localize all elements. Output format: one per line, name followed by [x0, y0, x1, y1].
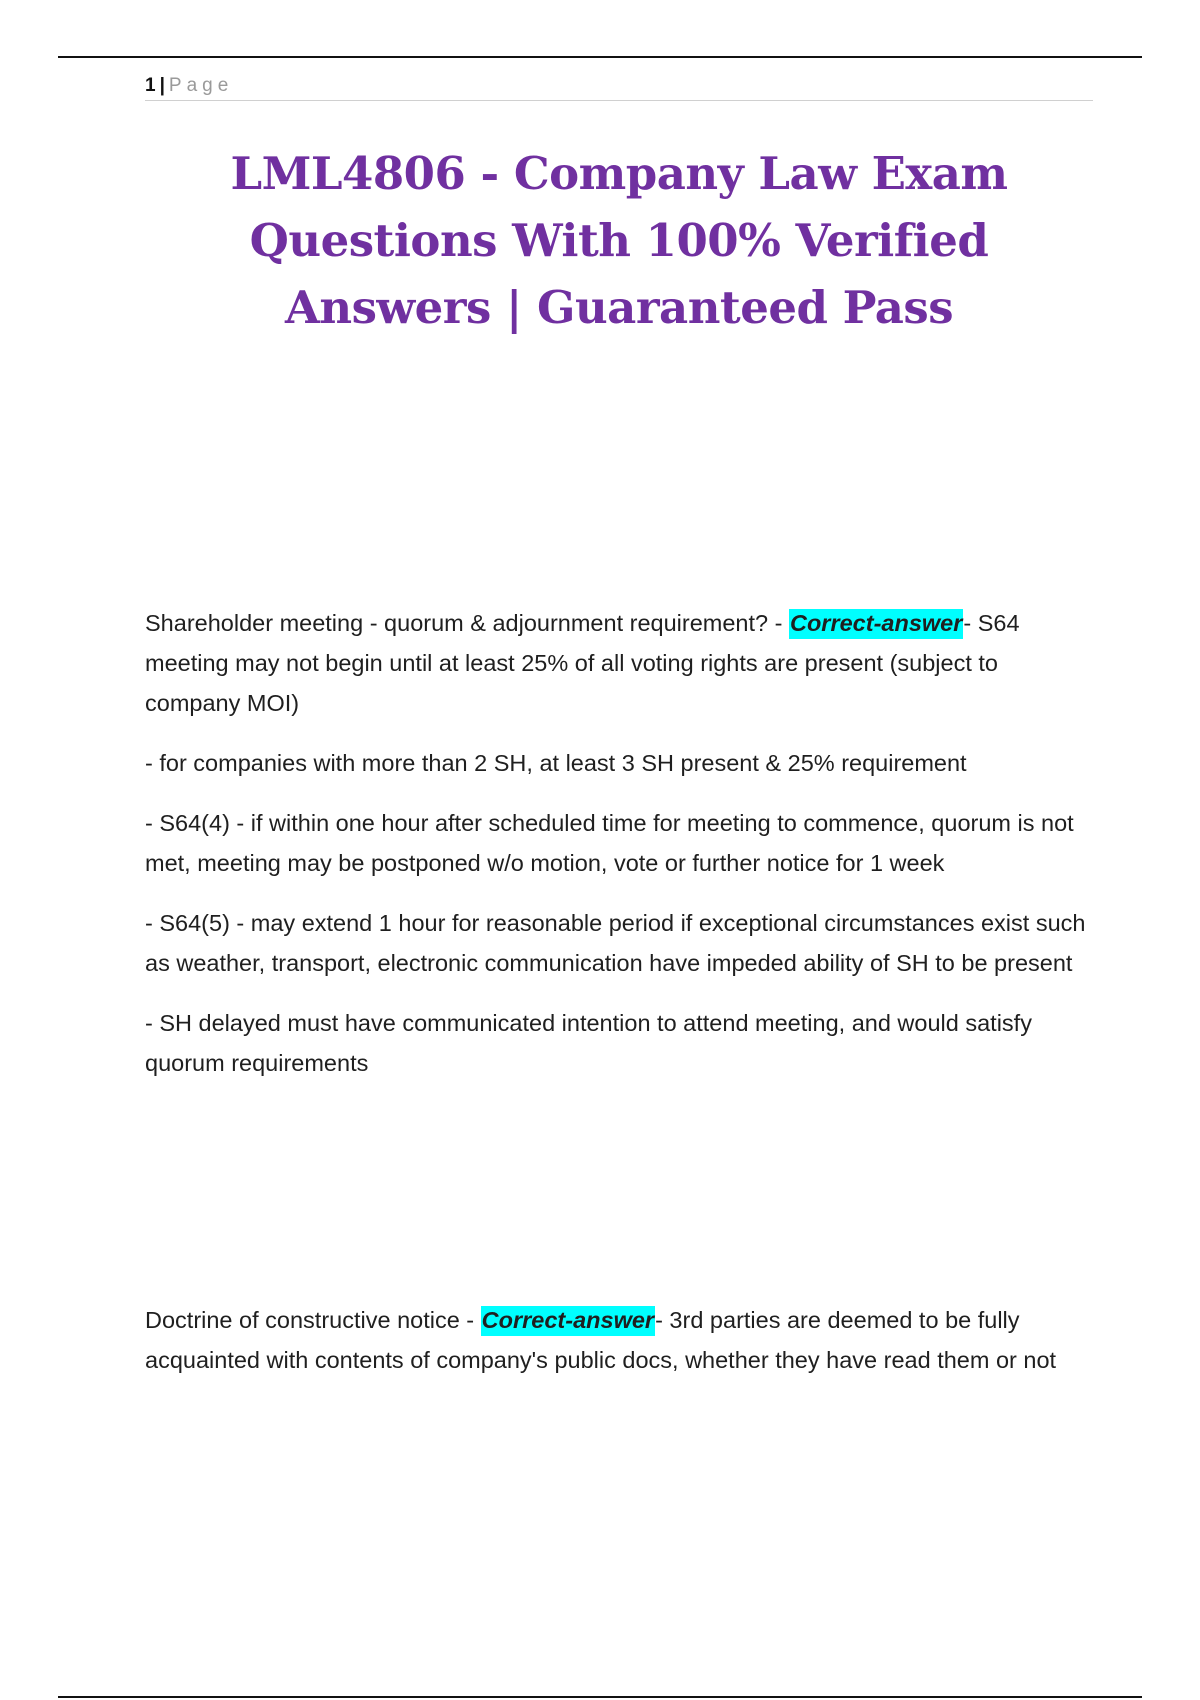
qa-block-constructive-notice — [145, 1300, 1093, 1400]
qa-block-quorum — [145, 603, 1093, 1103]
top-border-rule — [58, 56, 1142, 58]
page-separator: | — [159, 75, 165, 96]
answer-text: - 3rd parties are deemed to be fully acquainted with contents of company's public docs, whether they have read them or not — [145, 1307, 1057, 1373]
correct-answer-marker: Correct-answer — [789, 609, 963, 639]
answer-point: - S64(4) - if within one hour after scheduled time for meeting to commence, quorum is not met, meeting may be postponed w/o motion, vote or further notice for 1 week — [145, 810, 1074, 876]
answer-point: - S64(5) - may extend 1 hour for reasonable period if exceptional circumstances exist such as weather, transport, electronic communication have impeded ability of SH to be present — [145, 910, 1086, 976]
page-number: 1 — [145, 75, 156, 96]
answer-point: - SH delayed must have communicated intention to attend meeting, and would satisfy quorum requirements — [145, 1010, 1032, 1076]
qa-question-paragraph — [145, 603, 1093, 723]
correct-answer-marker: Correct-answer — [481, 1306, 655, 1336]
page-word: Page — [168, 75, 234, 96]
qa-question-paragraph — [145, 1300, 1093, 1380]
question-text: Shareholder meeting - quorum & adjournment requirement? - — [145, 610, 789, 636]
document-title: LML4806 - Company Law Exam Questions With 100% Verified Answers | Guaranteed Pass — [230, 147, 1008, 334]
bottom-border-rule — [58, 1696, 1142, 1698]
answer-point: - for companies with more than 2 SH, at least 3 SH present & 25% requirement — [145, 750, 967, 776]
page-header — [145, 74, 1093, 101]
question-text: Doctrine of constructive notice - — [145, 1307, 481, 1333]
answer-text: - S64 meeting may not begin until at least 25% of all voting rights are present (subject to company MOI) — [145, 610, 1020, 716]
